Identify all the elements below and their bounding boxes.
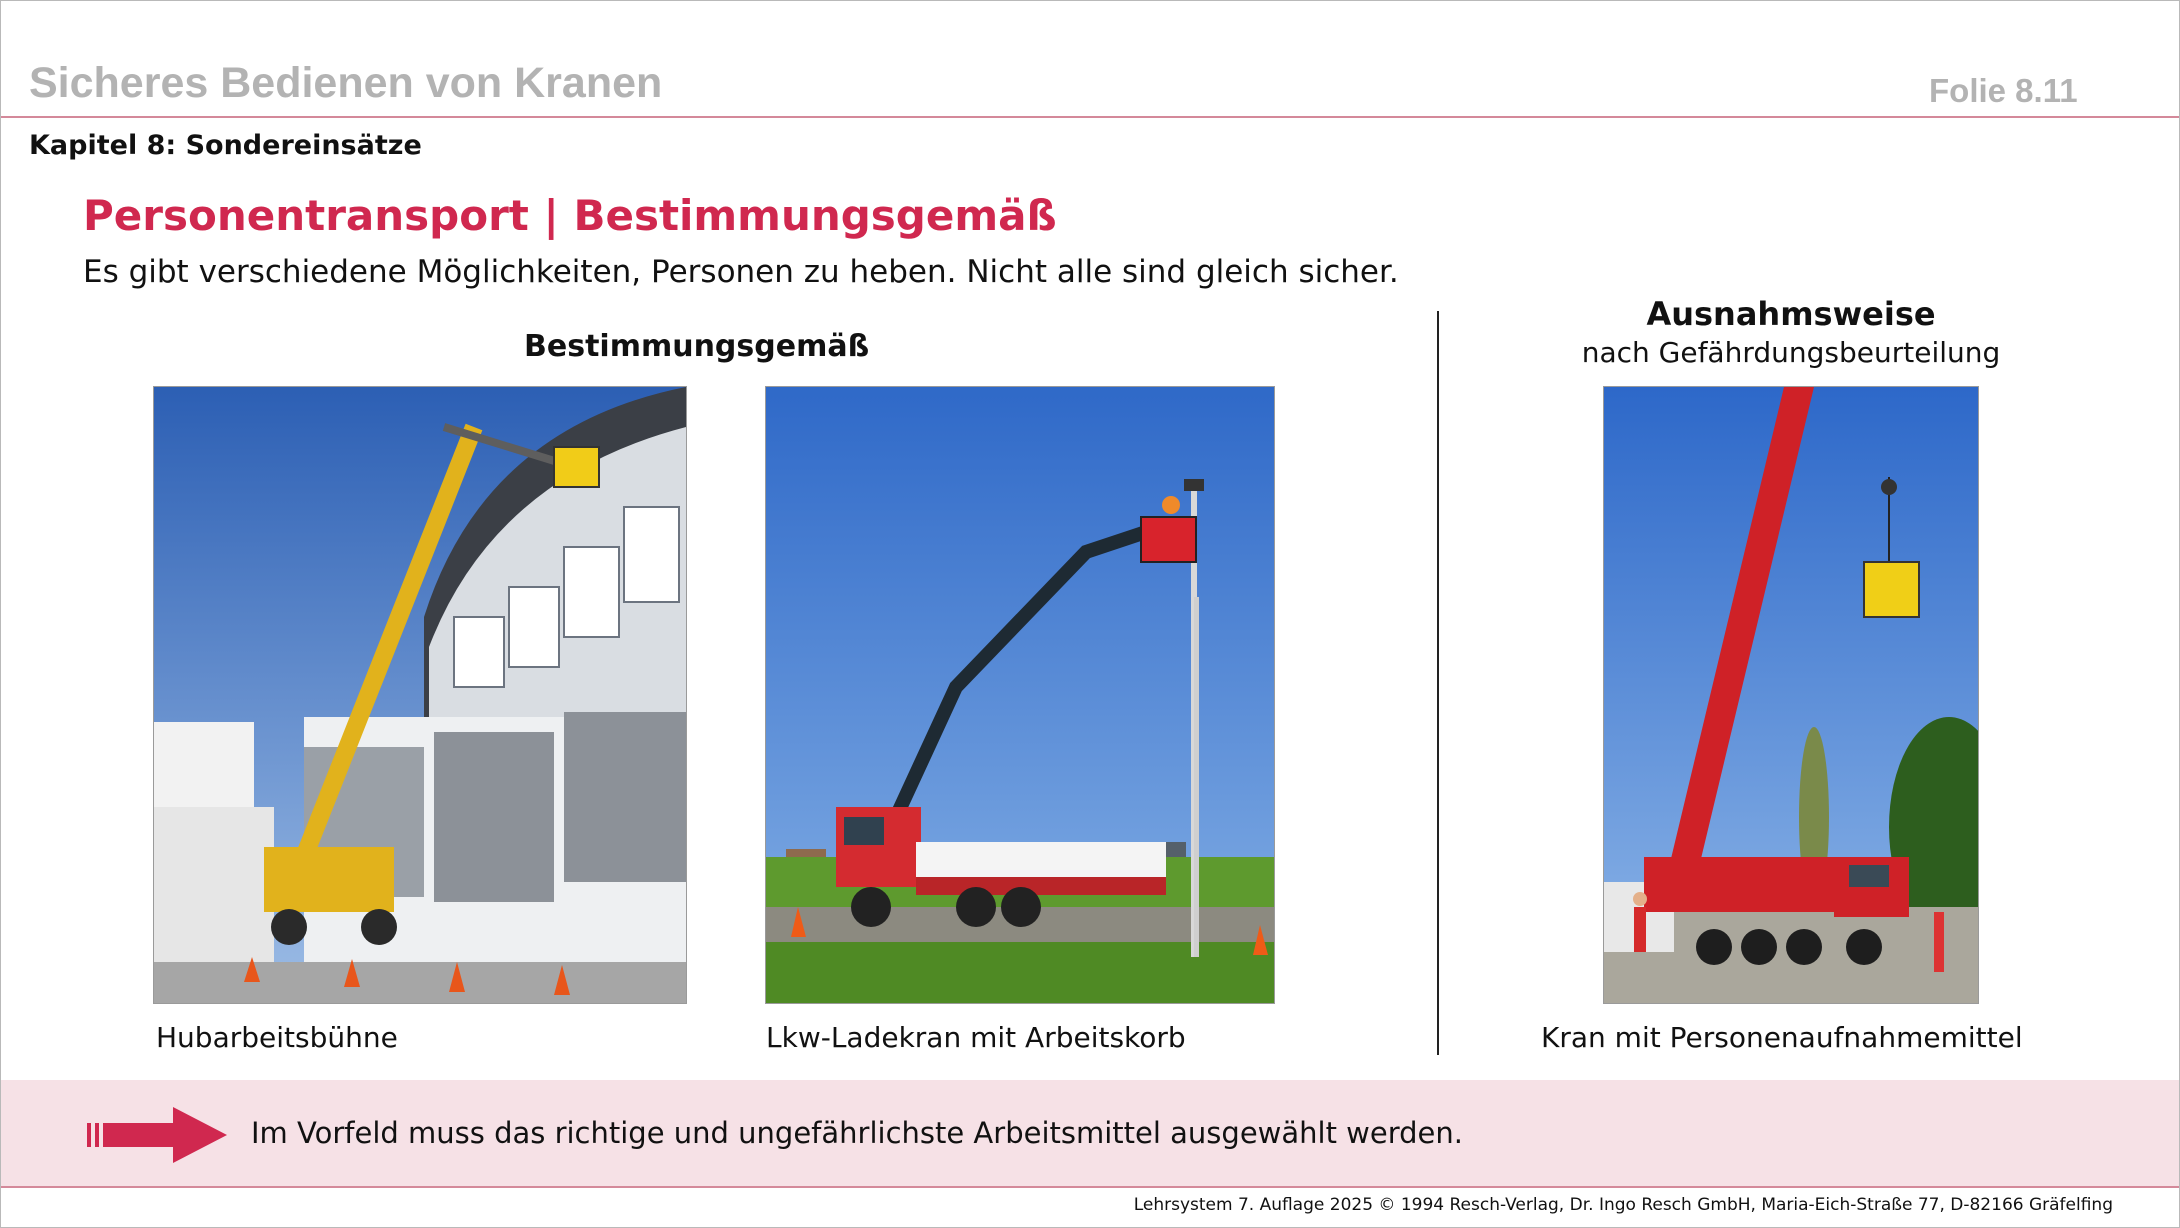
slide-number: Folie 8.11: [1929, 72, 2078, 109]
chapter-label: Kapitel 8: Sondereinsätze: [29, 130, 422, 161]
footer-copyright: Lehrsystem 7. Auflage 2025 © 1994 Resch-Verlag, Dr. Ingo Resch GmbH, Maria-Eich-Straße 77, D-82166 Gräfelfing: [1133, 1195, 2113, 1215]
section-subtitle-exception: nach Gefährdungsbeurteilung: [1581, 336, 2001, 369]
photo-truck-loader-crane: [765, 386, 1275, 1004]
section-title-exception: Ausnahmsweise: [1646, 295, 1936, 333]
footer-divider: [1, 1186, 2179, 1188]
photo-caption-3: Kran mit Personenaufnahmemittel: [1541, 1021, 2023, 1054]
photo-mobile-crane-personnel-basket: [1603, 386, 1979, 1004]
photo-aerial-work-platform: [153, 386, 687, 1004]
note-text: Im Vorfeld muss das richtige und ungefährlichste Arbeitsmittel ausgewählt werden.: [251, 1116, 1463, 1150]
intro-text: Es gibt verschiedene Möglichkeiten, Personen zu heben. Nicht alle sind gleich sicher.: [83, 254, 1399, 290]
header-divider: [1, 116, 2179, 118]
photo-caption-1: Hubarbeitsbühne: [156, 1021, 398, 1054]
arrow-right-icon: [87, 1107, 229, 1167]
column-divider: [1437, 311, 1439, 1055]
page-title: Personentransport | Bestimmungsgemäß: [83, 191, 1057, 240]
section-title-intended: Bestimmungsgemäß: [524, 329, 870, 364]
photo-caption-2: Lkw-Ladekran mit Arbeitskorb: [766, 1021, 1186, 1054]
header-title: Sicheres Bedienen von Kranen: [29, 59, 663, 107]
